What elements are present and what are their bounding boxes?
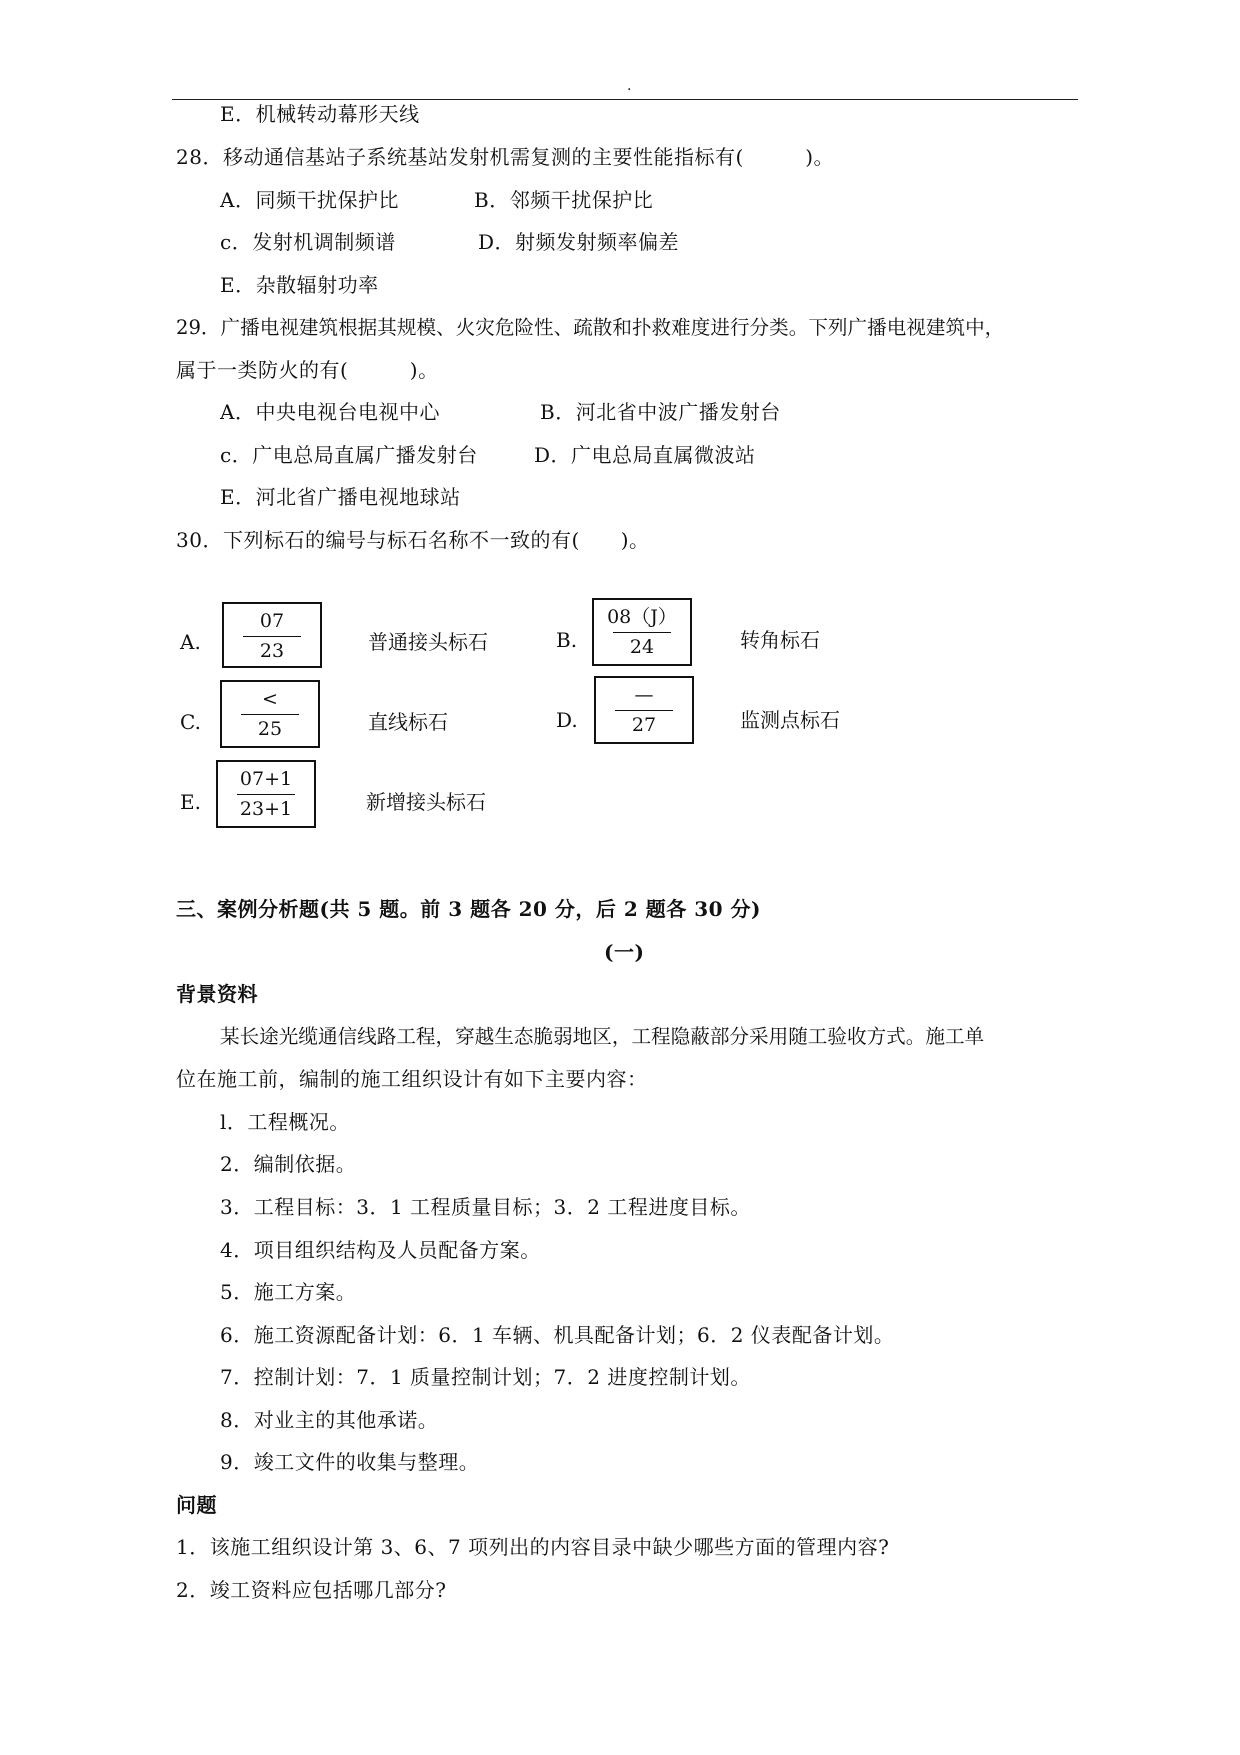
q28-option-c: c．发射机调制频谱 bbox=[220, 230, 396, 254]
marker-e-letter: E. bbox=[180, 790, 201, 814]
marker-a-top: 07 bbox=[259, 610, 285, 632]
plan-item-6: 6．施工资源配备计划：6．1 车辆、机具配备计划；6．2 仪表配备计划。 bbox=[220, 1323, 895, 1347]
questions-title: 问题 bbox=[176, 1493, 217, 1517]
plan-item-1: l．工程概况。 bbox=[220, 1110, 350, 1134]
background-title: 背景资料 bbox=[176, 982, 258, 1006]
plan-item-5: 5．施工方案。 bbox=[220, 1280, 357, 1304]
marker-c-box bbox=[220, 680, 320, 748]
marker-e-box bbox=[216, 760, 316, 828]
case-number: (一) bbox=[604, 940, 645, 964]
q28-option-a: A．同频干扰保护比 bbox=[220, 188, 399, 212]
q29-stem-line2: 属于一类防火的有( )。 bbox=[176, 358, 439, 382]
marker-a-box bbox=[222, 602, 322, 668]
marker-b-rule bbox=[613, 632, 671, 633]
plan-item-2: 2．编制依据。 bbox=[220, 1152, 357, 1176]
question-2: 2．竣工资料应包括哪几部分? bbox=[176, 1578, 447, 1602]
plan-item-7: 7．控制计划：7．1 质量控制计划；7．2 进度控制计划。 bbox=[220, 1365, 751, 1389]
marker-b-top: 08（J） bbox=[607, 606, 677, 628]
q28-stem: 28．移动通信基站子系统基站发射机需复测的主要性能指标有( )。 bbox=[176, 145, 835, 169]
marker-d-rule bbox=[615, 710, 673, 711]
plan-item-3: 3．工程目标：3．1 工程质量目标；3．2 工程进度目标。 bbox=[220, 1195, 751, 1219]
marker-e-name: 新增接头标石 bbox=[366, 790, 486, 814]
marker-a-letter: A. bbox=[180, 630, 201, 654]
q29-option-e: E．河北省广播电视地球站 bbox=[220, 485, 461, 509]
marker-c-top: < bbox=[262, 688, 278, 710]
marker-b-box bbox=[592, 598, 692, 666]
header-dot: . bbox=[627, 78, 632, 94]
marker-c-name: 直线标石 bbox=[368, 710, 448, 734]
marker-b-bottom: 24 bbox=[629, 636, 655, 658]
q29-option-c: c．广电总局直属广播发射台 bbox=[220, 443, 478, 467]
marker-b-name: 转角标石 bbox=[740, 628, 820, 652]
question-1: 1．该施工组织设计第 3、6、7 项列出的内容目录中缺少哪些方面的管理内容? bbox=[176, 1535, 890, 1559]
marker-c-bottom: 25 bbox=[257, 718, 283, 740]
q28-option-d: D．射频发射频率偏差 bbox=[478, 230, 680, 254]
marker-e-bottom: 23+1 bbox=[239, 798, 293, 820]
marker-a-name: 普通接头标石 bbox=[368, 630, 488, 654]
marker-c-letter: C. bbox=[180, 710, 201, 734]
plan-item-8: 8．对业主的其他承诺。 bbox=[220, 1408, 439, 1432]
marker-a-bottom: 23 bbox=[259, 640, 285, 662]
q29-option-a: A．中央电视台电视中心 bbox=[220, 400, 440, 424]
marker-e-top: 07+1 bbox=[239, 768, 293, 790]
section3-heading: 三、案例分析题(共 5 题。前 3 题各 20 分，后 2 题各 30 分) bbox=[176, 897, 761, 921]
marker-b-letter: B. bbox=[556, 628, 578, 652]
marker-figure bbox=[176, 590, 876, 850]
marker-e-rule bbox=[237, 794, 295, 795]
marker-c-rule bbox=[241, 714, 299, 715]
header-rule bbox=[172, 99, 1078, 100]
marker-d-name: 监测点标石 bbox=[740, 708, 840, 732]
q28-option-e: E．杂散辐射功率 bbox=[220, 273, 379, 297]
q28-option-b: B．邻频干扰保护比 bbox=[474, 188, 654, 212]
q29-option-d: D．广电总局直属微波站 bbox=[534, 443, 756, 467]
q29-option-b: B．河北省中波广播发射台 bbox=[540, 400, 781, 424]
q27-option-e: E．机械转动幕形天线 bbox=[220, 102, 420, 126]
marker-a-rule bbox=[243, 636, 301, 637]
q30-stem: 30．下列标石的编号与标石名称不一致的有( )。 bbox=[176, 528, 650, 552]
background-line-1: 某长途光缆通信线路工程，穿越生态脆弱地区，工程隐蔽部分采用随工验收方式。施工单 bbox=[220, 1025, 985, 1048]
q29-stem-line1: 29．广播电视建筑根据其规模、火灾危险性、疏散和扑救难度进行分类。下列广播电视建筑中， bbox=[176, 316, 1005, 339]
marker-d-top: — bbox=[634, 684, 654, 706]
marker-d-box bbox=[594, 676, 694, 744]
plan-item-4: 4．项目组织结构及人员配备方案。 bbox=[220, 1238, 541, 1262]
background-line-2: 位在施工前，编制的施工组织设计有如下主要内容： bbox=[176, 1067, 648, 1091]
marker-d-letter: D. bbox=[556, 708, 578, 732]
plan-item-9: 9．竣工文件的收集与整理。 bbox=[220, 1450, 480, 1474]
marker-d-bottom: 27 bbox=[631, 714, 657, 736]
